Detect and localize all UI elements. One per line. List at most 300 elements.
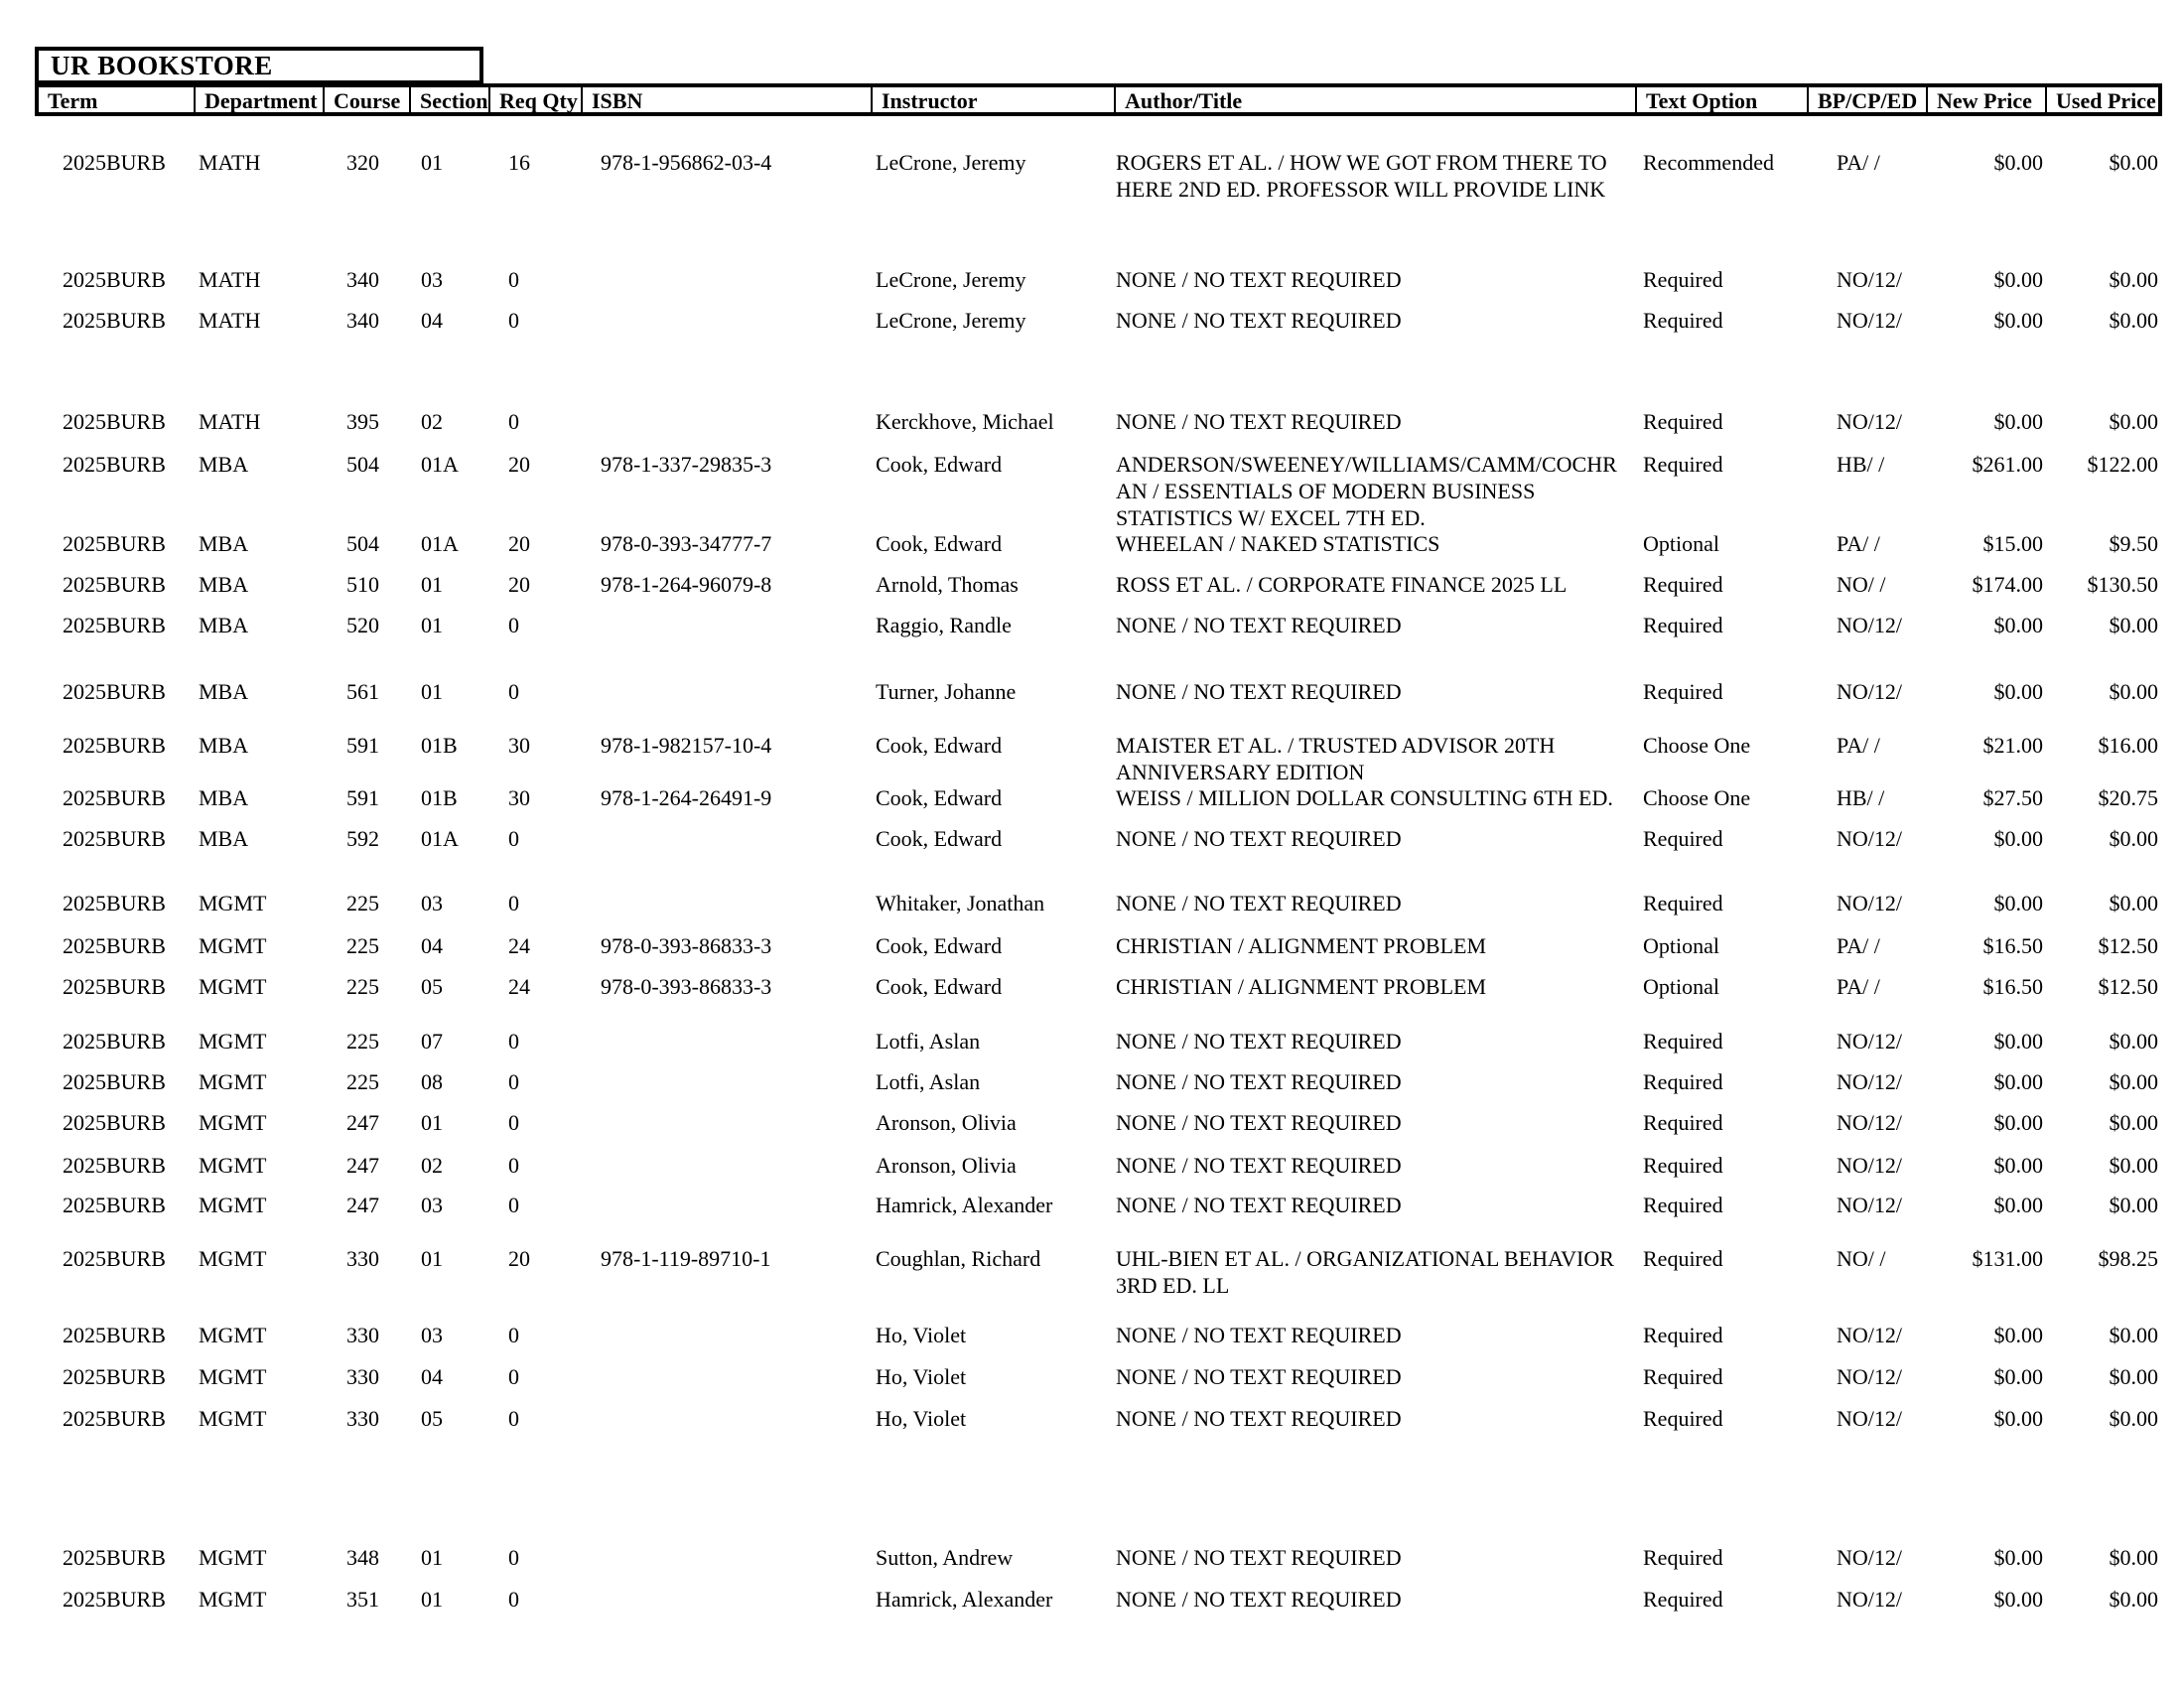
- cell-section: 01: [421, 613, 443, 637]
- cell-isbn: 978-1-982157-10-4: [601, 733, 772, 758]
- cell-used-price: $0.00: [2109, 409, 2158, 434]
- cell-bp-cp-ed: NO/12/: [1837, 679, 1902, 704]
- cell-new-price: $0.00: [1993, 1364, 2043, 1389]
- cell-req-qty: 24: [508, 933, 530, 958]
- cell-course: 591: [346, 733, 379, 758]
- cell-instructor: Lotfi, Aslan: [876, 1029, 981, 1054]
- cell-term: 2025BURB: [63, 933, 166, 958]
- cell-section: 03: [421, 891, 443, 915]
- cell-instructor: Lotfi, Aslan: [876, 1069, 981, 1094]
- cell-instructor: LeCrone, Jeremy: [876, 150, 1026, 175]
- cell-text-option: Choose One: [1643, 785, 1751, 810]
- cell-instructor: Arnold, Thomas: [876, 572, 1019, 597]
- cell-new-price: $0.00: [1993, 1153, 2043, 1178]
- column-header-bp-cp-ed: BP/CP/ED: [1809, 87, 1928, 112]
- cell-course: 330: [346, 1364, 379, 1389]
- cell-department: MGMT: [199, 1545, 267, 1570]
- cell-author-title: NONE / NO TEXT REQUIRED: [1116, 1364, 1402, 1389]
- cell-bp-cp-ed: NO/12/: [1837, 1110, 1902, 1135]
- cell-term: 2025BURB: [63, 267, 166, 292]
- cell-isbn: 978-1-956862-03-4: [601, 150, 772, 175]
- cell-department: MATH: [199, 150, 261, 175]
- cell-new-price: $261.00: [1972, 452, 2043, 477]
- cell-bp-cp-ed: NO/12/: [1837, 1406, 1902, 1431]
- cell-text-option: Required: [1643, 1545, 1723, 1570]
- cell-text-option: Required: [1643, 572, 1723, 597]
- cell-term: 2025BURB: [63, 1246, 166, 1271]
- cell-course: 348: [346, 1545, 379, 1570]
- cell-course: 504: [346, 531, 379, 556]
- cell-req-qty: 30: [508, 733, 530, 758]
- cell-instructor: Raggio, Randle: [876, 613, 1012, 637]
- cell-author-title: NONE / NO TEXT REQUIRED: [1116, 1153, 1402, 1178]
- cell-section: 01B: [421, 785, 458, 810]
- cell-course: 247: [346, 1193, 379, 1217]
- cell-used-price: $0.00: [2109, 1069, 2158, 1094]
- cell-bp-cp-ed: HB/ /: [1837, 452, 1885, 477]
- cell-text-option: Required: [1643, 1364, 1723, 1389]
- cell-department: MBA: [199, 613, 249, 637]
- cell-text-option: Optional: [1643, 531, 1719, 556]
- store-title: UR BOOKSTORE: [51, 50, 273, 80]
- cell-instructor: Cook, Edward: [876, 531, 1003, 556]
- cell-text-option: Required: [1643, 613, 1723, 637]
- cell-term: 2025BURB: [63, 974, 166, 999]
- cell-term: 2025BURB: [63, 1110, 166, 1135]
- cell-isbn: 978-0-393-34777-7: [601, 531, 772, 556]
- cell-req-qty: 24: [508, 974, 530, 999]
- cell-author-title: NONE / NO TEXT REQUIRED: [1116, 1069, 1402, 1094]
- cell-text-option: Required: [1643, 409, 1723, 434]
- cell-req-qty: 0: [508, 1193, 519, 1217]
- cell-used-price: $20.75: [2098, 785, 2158, 810]
- cell-section: 05: [421, 974, 443, 999]
- cell-term: 2025BURB: [63, 1406, 166, 1431]
- cell-instructor: Cook, Edward: [876, 733, 1003, 758]
- cell-new-price: $0.00: [1993, 1069, 2043, 1094]
- cell-course: 225: [346, 1069, 379, 1094]
- cell-department: MBA: [199, 572, 249, 597]
- cell-section: 01: [421, 679, 443, 704]
- cell-bp-cp-ed: NO/12/: [1837, 891, 1902, 915]
- cell-section: 04: [421, 308, 443, 333]
- cell-bp-cp-ed: NO/12/: [1837, 613, 1902, 637]
- cell-used-price: $0.00: [2109, 679, 2158, 704]
- cell-new-price: $0.00: [1993, 1545, 2043, 1570]
- cell-isbn: 978-1-337-29835-3: [601, 452, 772, 477]
- column-header-text-option: Text Option: [1637, 87, 1809, 112]
- cell-new-price: $16.50: [1982, 974, 2043, 999]
- cell-course: 340: [346, 267, 379, 292]
- cell-bp-cp-ed: NO/12/: [1837, 1545, 1902, 1570]
- cell-author-title: ANDERSON/SWEENEY/WILLIAMS/CAMM/COCHRAN / ESSENTIALS OF MODERN BUSINESS STATISTICS W/ EXCEL 7TH ED.: [1116, 452, 1617, 530]
- cell-bp-cp-ed: PA/ /: [1837, 974, 1880, 999]
- cell-course: 591: [346, 785, 379, 810]
- cell-used-price: $0.00: [2109, 613, 2158, 637]
- cell-bp-cp-ed: NO/12/: [1837, 1323, 1902, 1347]
- cell-term: 2025BURB: [63, 1193, 166, 1217]
- cell-author-title: MAISTER ET AL. / TRUSTED ADVISOR 20TH ANNIVERSARY EDITION: [1116, 733, 1556, 784]
- cell-instructor: Sutton, Andrew: [876, 1545, 1014, 1570]
- cell-course: 247: [346, 1110, 379, 1135]
- cell-req-qty: 0: [508, 613, 519, 637]
- cell-text-option: Required: [1643, 826, 1723, 851]
- cell-text-option: Optional: [1643, 933, 1719, 958]
- cell-bp-cp-ed: PA/ /: [1837, 150, 1880, 175]
- cell-section: 04: [421, 1364, 443, 1389]
- cell-new-price: $0.00: [1993, 1406, 2043, 1431]
- cell-section: 03: [421, 1193, 443, 1217]
- cell-isbn: 978-0-393-86833-3: [601, 974, 772, 999]
- cell-text-option: Required: [1643, 891, 1723, 915]
- cell-bp-cp-ed: NO/12/: [1837, 826, 1902, 851]
- cell-term: 2025BURB: [63, 572, 166, 597]
- cell-bp-cp-ed: HB/ /: [1837, 785, 1885, 810]
- cell-used-price: $0.00: [2109, 267, 2158, 292]
- cell-isbn: 978-1-264-26491-9: [601, 785, 772, 810]
- cell-bp-cp-ed: NO/12/: [1837, 1587, 1902, 1612]
- cell-req-qty: 0: [508, 267, 519, 292]
- cell-term: 2025BURB: [63, 1587, 166, 1612]
- cell-author-title: NONE / NO TEXT REQUIRED: [1116, 1545, 1402, 1570]
- cell-department: MGMT: [199, 933, 267, 958]
- cell-department: MGMT: [199, 1029, 267, 1054]
- cell-term: 2025BURB: [63, 613, 166, 637]
- cell-author-title: NONE / NO TEXT REQUIRED: [1116, 679, 1402, 704]
- cell-department: MGMT: [199, 1246, 267, 1271]
- cell-author-title: NONE / NO TEXT REQUIRED: [1116, 826, 1402, 851]
- cell-text-option: Required: [1643, 1069, 1723, 1094]
- cell-section: 01B: [421, 733, 458, 758]
- column-header-req-qty: Req Qty: [490, 87, 583, 112]
- cell-req-qty: 0: [508, 1029, 519, 1054]
- cell-course: 561: [346, 679, 379, 704]
- cell-used-price: $0.00: [2109, 1406, 2158, 1431]
- cell-department: MGMT: [199, 974, 267, 999]
- cell-used-price: $0.00: [2109, 1110, 2158, 1135]
- cell-req-qty: 20: [508, 452, 530, 477]
- cell-new-price: $0.00: [1993, 679, 2043, 704]
- cell-new-price: $0.00: [1993, 826, 2043, 851]
- cell-bp-cp-ed: PA/ /: [1837, 933, 1880, 958]
- cell-department: MBA: [199, 679, 249, 704]
- cell-text-option: Choose One: [1643, 733, 1751, 758]
- cell-used-price: $0.00: [2109, 1587, 2158, 1612]
- cell-new-price: $0.00: [1993, 1587, 2043, 1612]
- cell-department: MGMT: [199, 1364, 267, 1389]
- cell-req-qty: 20: [508, 572, 530, 597]
- cell-department: MATH: [199, 308, 261, 333]
- cell-term: 2025BURB: [63, 1069, 166, 1094]
- cell-used-price: $0.00: [2109, 891, 2158, 915]
- cell-term: 2025BURB: [63, 1153, 166, 1178]
- cell-course: 330: [346, 1246, 379, 1271]
- cell-text-option: Required: [1643, 1323, 1723, 1347]
- cell-section: 01A: [421, 826, 459, 851]
- cell-course: 225: [346, 933, 379, 958]
- column-header-department: Department: [196, 87, 325, 112]
- cell-department: MBA: [199, 531, 249, 556]
- cell-new-price: $21.00: [1982, 733, 2043, 758]
- cell-author-title: NONE / NO TEXT REQUIRED: [1116, 409, 1402, 434]
- cell-author-title: NONE / NO TEXT REQUIRED: [1116, 308, 1402, 333]
- cell-req-qty: 0: [508, 891, 519, 915]
- cell-used-price: $0.00: [2109, 1029, 2158, 1054]
- cell-text-option: Required: [1643, 1029, 1723, 1054]
- cell-author-title: NONE / NO TEXT REQUIRED: [1116, 267, 1402, 292]
- cell-isbn: 978-1-264-96079-8: [601, 572, 772, 597]
- cell-new-price: $0.00: [1993, 613, 2043, 637]
- cell-text-option: Required: [1643, 1406, 1723, 1431]
- cell-bp-cp-ed: NO/12/: [1837, 1364, 1902, 1389]
- cell-author-title: NONE / NO TEXT REQUIRED: [1116, 1406, 1402, 1431]
- column-header-author-title: Author/Title: [1116, 87, 1637, 112]
- cell-text-option: Required: [1643, 1110, 1723, 1135]
- cell-instructor: Cook, Edward: [876, 452, 1003, 477]
- cell-department: MGMT: [199, 1110, 267, 1135]
- cell-instructor: Ho, Violet: [876, 1406, 967, 1431]
- cell-department: MBA: [199, 826, 249, 851]
- cell-section: 04: [421, 933, 443, 958]
- cell-bp-cp-ed: NO/12/: [1837, 267, 1902, 292]
- cell-req-qty: 0: [508, 1069, 519, 1094]
- cell-department: MGMT: [199, 1153, 267, 1178]
- cell-term: 2025BURB: [63, 150, 166, 175]
- column-header-new-price: New Price: [1928, 87, 2047, 112]
- cell-used-price: $0.00: [2109, 1323, 2158, 1347]
- cell-section: 07: [421, 1029, 443, 1054]
- cell-instructor: Cook, Edward: [876, 974, 1003, 999]
- cell-instructor: Turner, Johanne: [876, 679, 1017, 704]
- cell-department: MGMT: [199, 1323, 267, 1347]
- cell-text-option: Required: [1643, 679, 1723, 704]
- cell-req-qty: 0: [508, 308, 519, 333]
- cell-new-price: $0.00: [1993, 891, 2043, 915]
- cell-req-qty: 30: [508, 785, 530, 810]
- cell-author-title: WEISS / MILLION DOLLAR CONSULTING 6TH ED.: [1116, 785, 1613, 810]
- cell-instructor: Kerckhove, Michael: [876, 409, 1054, 434]
- cell-course: 340: [346, 308, 379, 333]
- cell-req-qty: 20: [508, 531, 530, 556]
- cell-bp-cp-ed: NO/12/: [1837, 308, 1902, 333]
- cell-course: 330: [346, 1323, 379, 1347]
- cell-new-price: $0.00: [1993, 1029, 2043, 1054]
- column-header-isbn: ISBN: [583, 87, 873, 112]
- cell-bp-cp-ed: NO/ /: [1837, 572, 1886, 597]
- cell-term: 2025BURB: [63, 1364, 166, 1389]
- cell-term: 2025BURB: [63, 826, 166, 851]
- cell-used-price: $9.50: [2109, 531, 2158, 556]
- cell-term: 2025BURB: [63, 1545, 166, 1570]
- cell-course: 395: [346, 409, 379, 434]
- cell-req-qty: 16: [508, 150, 530, 175]
- cell-course: 320: [346, 150, 379, 175]
- cell-section: 03: [421, 1323, 443, 1347]
- cell-course: 510: [346, 572, 379, 597]
- cell-department: MBA: [199, 785, 249, 810]
- cell-department: MBA: [199, 733, 249, 758]
- cell-req-qty: 0: [508, 679, 519, 704]
- cell-used-price: $98.25: [2098, 1246, 2158, 1271]
- cell-req-qty: 0: [508, 1153, 519, 1178]
- cell-new-price: $131.00: [1972, 1246, 2043, 1271]
- cell-bp-cp-ed: PA/ /: [1837, 733, 1880, 758]
- cell-section: 01: [421, 1545, 443, 1570]
- cell-text-option: Required: [1643, 308, 1723, 333]
- cell-new-price: $0.00: [1993, 267, 2043, 292]
- cell-text-option: Required: [1643, 267, 1723, 292]
- cell-department: MBA: [199, 452, 249, 477]
- cell-author-title: WHEELAN / NAKED STATISTICS: [1116, 531, 1440, 556]
- cell-section: 03: [421, 267, 443, 292]
- cell-term: 2025BURB: [63, 679, 166, 704]
- cell-used-price: $130.50: [2087, 572, 2158, 597]
- cell-section: 01: [421, 1110, 443, 1135]
- cell-used-price: $0.00: [2109, 1545, 2158, 1570]
- cell-instructor: Coughlan, Richard: [876, 1246, 1041, 1271]
- cell-text-option: Required: [1643, 1193, 1723, 1217]
- cell-department: MGMT: [199, 1587, 267, 1612]
- cell-term: 2025BURB: [63, 785, 166, 810]
- cell-used-price: $0.00: [2109, 1193, 2158, 1217]
- cell-used-price: $0.00: [2109, 1153, 2158, 1178]
- cell-used-price: $122.00: [2087, 452, 2158, 477]
- cell-new-price: $0.00: [1993, 308, 2043, 333]
- cell-bp-cp-ed: NO/12/: [1837, 409, 1902, 434]
- cell-section: 01: [421, 572, 443, 597]
- cell-term: 2025BURB: [63, 891, 166, 915]
- cell-section: 05: [421, 1406, 443, 1431]
- cell-section: 01: [421, 1587, 443, 1612]
- cell-author-title: ROGERS ET AL. / HOW WE GOT FROM THERE TO HERE 2ND ED. PROFESSOR WILL PROVIDE LINK: [1116, 150, 1607, 202]
- cell-course: 225: [346, 1029, 379, 1054]
- cell-section: 08: [421, 1069, 443, 1094]
- cell-instructor: Aronson, Olivia: [876, 1153, 1017, 1178]
- cell-text-option: Required: [1643, 1246, 1723, 1271]
- cell-author-title: NONE / NO TEXT REQUIRED: [1116, 1029, 1402, 1054]
- cell-section: 02: [421, 1153, 443, 1178]
- cell-new-price: $0.00: [1993, 1193, 2043, 1217]
- cell-isbn: 978-0-393-86833-3: [601, 933, 772, 958]
- cell-req-qty: 0: [508, 1110, 519, 1135]
- cell-text-option: Required: [1643, 1587, 1723, 1612]
- cell-new-price: $0.00: [1993, 150, 2043, 175]
- cell-term: 2025BURB: [63, 452, 166, 477]
- cell-department: MGMT: [199, 891, 267, 915]
- cell-term: 2025BURB: [63, 1029, 166, 1054]
- cell-course: 330: [346, 1406, 379, 1431]
- cell-new-price: $0.00: [1993, 409, 2043, 434]
- cell-instructor: Ho, Violet: [876, 1323, 967, 1347]
- cell-section: 01: [421, 150, 443, 175]
- cell-instructor: Cook, Edward: [876, 785, 1003, 810]
- cell-instructor: Ho, Violet: [876, 1364, 967, 1389]
- cell-req-qty: 0: [508, 409, 519, 434]
- cell-req-qty: 0: [508, 1323, 519, 1347]
- cell-used-price: $0.00: [2109, 150, 2158, 175]
- cell-instructor: Hamrick, Alexander: [876, 1587, 1053, 1612]
- cell-section: 02: [421, 409, 443, 434]
- cell-used-price: $0.00: [2109, 308, 2158, 333]
- cell-department: MATH: [199, 409, 261, 434]
- cell-bp-cp-ed: NO/12/: [1837, 1193, 1902, 1217]
- column-header-instructor: Instructor: [873, 87, 1116, 112]
- cell-req-qty: 0: [508, 1406, 519, 1431]
- cell-instructor: Cook, Edward: [876, 933, 1003, 958]
- cell-bp-cp-ed: PA/ /: [1837, 531, 1880, 556]
- cell-used-price: $0.00: [2109, 826, 2158, 851]
- cell-req-qty: 20: [508, 1246, 530, 1271]
- cell-author-title: NONE / NO TEXT REQUIRED: [1116, 613, 1402, 637]
- cell-term: 2025BURB: [63, 733, 166, 758]
- cell-instructor: LeCrone, Jeremy: [876, 308, 1026, 333]
- cell-new-price: $15.00: [1982, 531, 2043, 556]
- cell-bp-cp-ed: NO/12/: [1837, 1029, 1902, 1054]
- cell-term: 2025BURB: [63, 308, 166, 333]
- cell-new-price: $16.50: [1982, 933, 2043, 958]
- cell-text-option: Required: [1643, 1153, 1723, 1178]
- cell-author-title: UHL-BIEN ET AL. / ORGANIZATIONAL BEHAVIOR 3RD ED. LL: [1116, 1246, 1614, 1298]
- cell-bp-cp-ed: NO/ /: [1837, 1246, 1886, 1271]
- column-header-course: Course: [325, 87, 411, 112]
- cell-text-option: Recommended: [1643, 150, 1774, 175]
- cell-req-qty: 0: [508, 1587, 519, 1612]
- cell-term: 2025BURB: [63, 409, 166, 434]
- cell-used-price: $16.00: [2098, 733, 2158, 758]
- cell-instructor: Cook, Edward: [876, 826, 1003, 851]
- cell-instructor: Whitaker, Jonathan: [876, 891, 1045, 915]
- column-header-section: Section: [411, 87, 490, 112]
- cell-author-title: NONE / NO TEXT REQUIRED: [1116, 1110, 1402, 1135]
- cell-req-qty: 0: [508, 1364, 519, 1389]
- cell-course: 225: [346, 974, 379, 999]
- cell-author-title: CHRISTIAN / ALIGNMENT PROBLEM: [1116, 974, 1487, 999]
- cell-instructor: Hamrick, Alexander: [876, 1193, 1053, 1217]
- cell-req-qty: 0: [508, 1545, 519, 1570]
- cell-author-title: ROSS ET AL. / CORPORATE FINANCE 2025 LL: [1116, 572, 1568, 597]
- cell-section: 01A: [421, 452, 459, 477]
- cell-course: 351: [346, 1587, 379, 1612]
- cell-author-title: NONE / NO TEXT REQUIRED: [1116, 1587, 1402, 1612]
- cell-term: 2025BURB: [63, 1323, 166, 1347]
- cell-new-price: $0.00: [1993, 1110, 2043, 1135]
- cell-course: 247: [346, 1153, 379, 1178]
- cell-author-title: NONE / NO TEXT REQUIRED: [1116, 1193, 1402, 1217]
- cell-new-price: $0.00: [1993, 1323, 2043, 1347]
- cell-new-price: $27.50: [1982, 785, 2043, 810]
- cell-bp-cp-ed: NO/12/: [1837, 1069, 1902, 1094]
- cell-isbn: 978-1-119-89710-1: [601, 1246, 771, 1271]
- cell-author-title: CHRISTIAN / ALIGNMENT PROBLEM: [1116, 933, 1487, 958]
- cell-section: 01: [421, 1246, 443, 1271]
- cell-req-qty: 0: [508, 826, 519, 851]
- cell-used-price: $12.50: [2098, 974, 2158, 999]
- cell-department: MGMT: [199, 1193, 267, 1217]
- cell-department: MATH: [199, 267, 261, 292]
- cell-term: 2025BURB: [63, 531, 166, 556]
- cell-bp-cp-ed: NO/12/: [1837, 1153, 1902, 1178]
- cell-department: MGMT: [199, 1406, 267, 1431]
- cell-author-title: NONE / NO TEXT REQUIRED: [1116, 891, 1402, 915]
- cell-new-price: $174.00: [1972, 572, 2043, 597]
- cell-text-option: Required: [1643, 452, 1723, 477]
- cell-used-price: $12.50: [2098, 933, 2158, 958]
- cell-instructor: Aronson, Olivia: [876, 1110, 1017, 1135]
- cell-course: 504: [346, 452, 379, 477]
- cell-used-price: $0.00: [2109, 1364, 2158, 1389]
- cell-text-option: Optional: [1643, 974, 1719, 999]
- cell-course: 520: [346, 613, 379, 637]
